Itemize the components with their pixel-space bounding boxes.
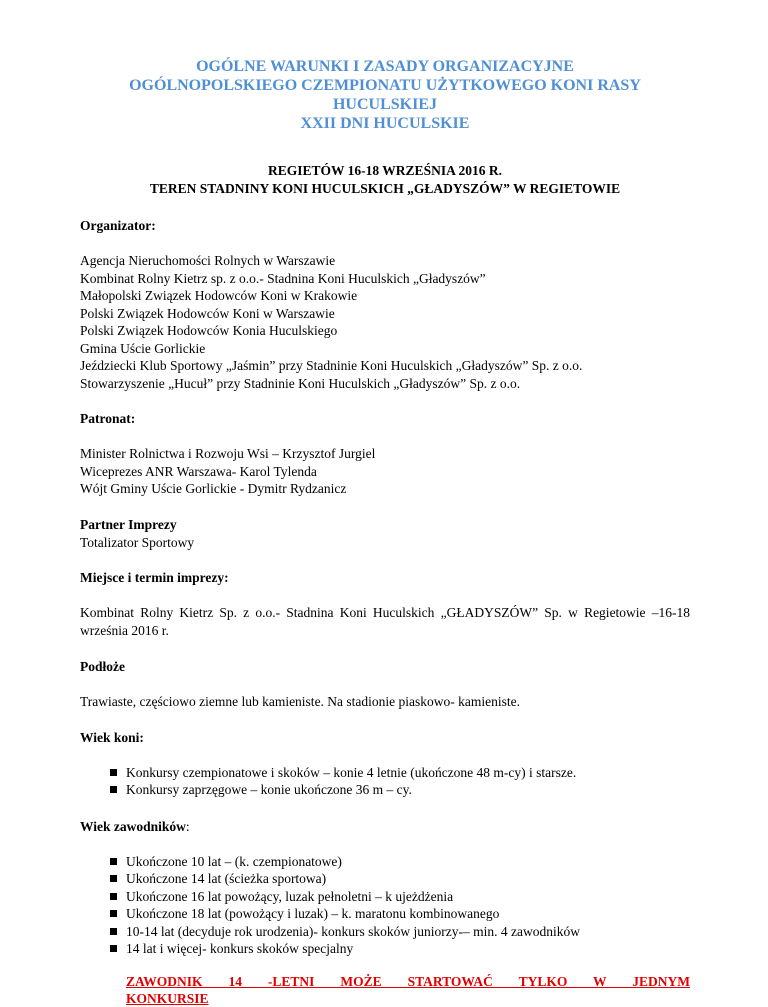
partner-heading: Partner Imprezy	[80, 516, 177, 532]
list-item-text: Konkursy czempionatowe i skoków – konie 4 letnie (ukończone 48 m-cy) i starsze.	[126, 764, 577, 780]
list-item	[80, 764, 690, 782]
document-subtitle	[80, 162, 690, 198]
list-item-text: 14 lat i więcej- konkurs skoków specjalny	[126, 941, 354, 956]
wiek-koni-list	[80, 764, 690, 799]
list-item	[80, 870, 690, 888]
patronat-item: Wójt Gminy Uście Gorlickie - Dymitr Rydzanicz	[80, 481, 347, 496]
heading-colon: :	[185, 818, 190, 834]
list-item	[80, 905, 690, 923]
list-item-text: Ukończone 18 lat (powożący i luzak) – k. maratonu kombinowanego	[126, 906, 500, 921]
list-item	[80, 781, 690, 799]
organizator-item: Polski Związek Hodowców Koni w Warszawie	[80, 305, 335, 321]
list-item-text: Ukończone 16 lat powożący, luzak pełnoletni – k ujeżdżenia	[126, 888, 454, 904]
miejsce-heading: Miejsce i termin imprezy:	[80, 570, 229, 585]
podloze-text: Trawiaste, częściowo ziemne lub kamieniste. Na stadionie piaskowo- kamieniste.	[80, 694, 521, 709]
miejsce-text: Kombinat Rolny Kietrz Sp. z o.o.- Stadnina Koni Huculskich „GŁADYSZÓW” Sp. w Regietowie –16-18 września 2016 r.	[80, 605, 690, 638]
list-item	[80, 853, 690, 871]
patronat-heading: Patronat:	[80, 411, 136, 426]
list-item-text: Konkursy zaprzęgowe – konie ukończone 36 m – cy.	[126, 782, 412, 797]
list-item-text: Ukończone 10 lat – (k. czempionatowe)	[126, 853, 342, 869]
list-item-text: 10-14 lat (decyduje rok urodzenia)- konkurs skoków juniorzy-– min. 4 zawodników	[126, 923, 581, 939]
warning-text: ZAWODNIK 14 -LETNI MOŻE STARTOWAĆ TYLKO W JEDNYM KONKURSIE	[126, 973, 690, 1006]
bullet-square-icon	[110, 928, 117, 935]
bullet-square-icon	[110, 945, 117, 952]
organizator-item: Małopolski Związek Hodowców Koni w Krakowie	[80, 288, 358, 303]
list-item	[80, 940, 690, 958]
wiek-zawodnikow-heading	[80, 818, 690, 836]
list-item	[80, 923, 690, 941]
podloze-heading: Podłoże	[80, 659, 125, 674]
document-title	[80, 0, 690, 133]
patronat-item: Minister Rolnictwa i Rozwoju Wsi – Krzysztof Jurgiel	[80, 446, 376, 461]
partner-text: Totalizator Sportowy	[80, 534, 195, 550]
organizator-item: Jeździecki Klub Sportowy „Jaśmin” przy Stadninie Koni Huculskich „Gładyszów” Sp. z o.o.	[80, 358, 583, 373]
title-line-2: OGÓLNOPOLSKIEGO CZEMPIONATU UŻYTKOWEGO KONI RASY	[129, 77, 641, 94]
bullet-square-icon	[110, 893, 117, 900]
wiek-zawodnikow-list	[80, 853, 690, 958]
bullet-square-icon	[110, 858, 117, 865]
organizator-item: Stowarzyszenie „Hucuł” przy Stadninie Koni Huculskich „Gładyszów” Sp. z o.o.	[80, 375, 521, 391]
organizator-item: Agencja Nieruchomości Rolnych w Warszawie	[80, 253, 336, 268]
organizator-item: Kombinat Rolny Kietrz sp. z o.o.- Stadnina Koni Huculskich „Gładyszów”	[80, 270, 486, 286]
list-item	[80, 888, 690, 906]
organizator-item: Polski Związek Hodowców Konia Huculskiego	[80, 323, 338, 338]
bullet-square-icon	[110, 769, 117, 776]
title-line-4: XXII DNI HUCULSKIE	[300, 115, 470, 132]
bullet-square-icon	[110, 910, 117, 917]
organizator-heading: Organizator:	[80, 218, 156, 233]
list-item-text: Ukończone 14 lat (ścieżka sportowa)	[126, 871, 327, 886]
wiek-zawodnikow-heading-text: Wiek zawodników	[80, 818, 186, 834]
bullet-square-icon	[110, 786, 117, 793]
organizator-list	[80, 252, 690, 392]
wiek-koni-heading: Wiek koni:	[80, 729, 144, 745]
subtitle-line-1: REGIETÓW 16-18 WRZEŚNIA 2016 R.	[268, 163, 502, 178]
organizator-item: Gmina Uście Gorlickie	[80, 340, 206, 356]
patronat-item: Wiceprezes ANR Warszawa- Karol Tylenda	[80, 463, 317, 479]
subtitle-line-2: TEREN STADNINY KONI HUCULSKICH „GŁADYSZÓW” W REGIETOWIE	[149, 181, 621, 196]
bullet-square-icon	[110, 875, 117, 882]
title-line-3: HUCULSKIEJ	[332, 96, 438, 113]
title-line-1: OGÓLNE WARUNKI I ZASADY ORGANIZACYJNE	[196, 58, 574, 75]
patronat-list	[80, 445, 690, 498]
